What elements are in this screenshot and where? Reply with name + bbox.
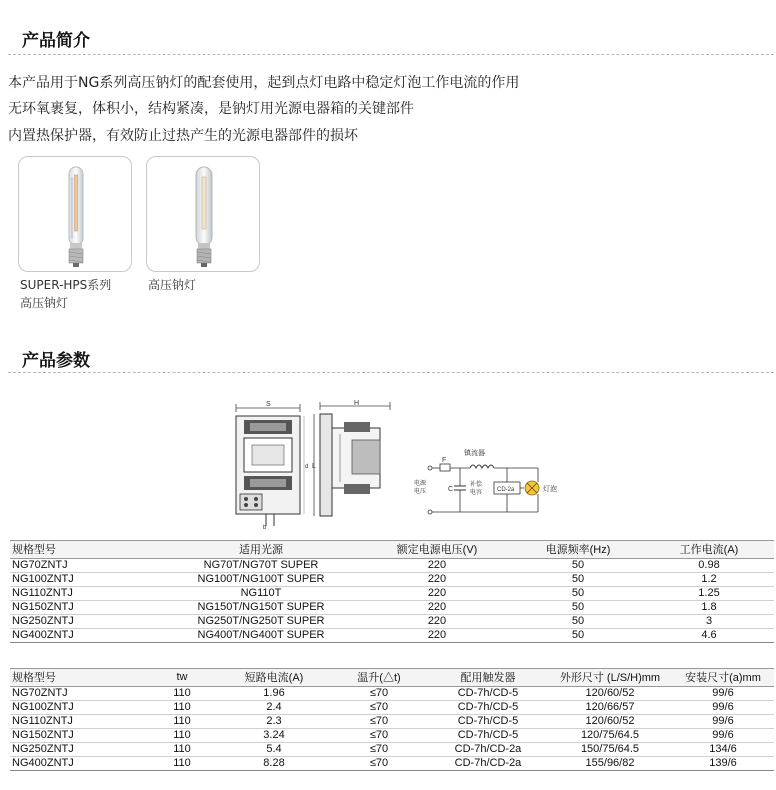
- cell-model: NG250ZNTJ: [10, 742, 146, 756]
- intro-line-1: 本产品用于NG系列高压钠灯的配套使用，起到点灯电路中稳定灯泡工作电流的作用: [8, 75, 520, 91]
- cell-lamp: NG150T/NG150T SUPER: [160, 600, 362, 614]
- fuse-label: F: [442, 457, 447, 464]
- lamp-label: 灯泡: [543, 485, 557, 493]
- cell-current: 3: [644, 614, 774, 628]
- cell-model: NG150ZNTJ: [10, 600, 160, 614]
- cell-voltage: 220: [362, 572, 512, 586]
- capacitor-desc-2: 电容: [470, 489, 483, 496]
- cell-frequency: 50: [512, 628, 644, 642]
- product-caption-hps: [148, 276, 196, 294]
- cell-ignitor: CD-7h/CD-2a: [428, 742, 548, 756]
- cell-frequency: 50: [512, 600, 644, 614]
- cell-short-circuit: 8.28: [218, 756, 330, 770]
- col-header-temp-rise: 温升(△t): [330, 669, 428, 686]
- table-header-row: [10, 541, 774, 558]
- table-row: [10, 614, 774, 628]
- dim-h-label: H: [354, 400, 360, 407]
- cell-temp-rise: ≤70: [330, 742, 428, 756]
- cell-ignitor: CD-7h/CD-5: [428, 728, 548, 742]
- cell-voltage: 220: [362, 628, 512, 642]
- cell-current: 1.8: [644, 600, 774, 614]
- capacitor-label: C: [448, 486, 454, 493]
- cell-tw: 110: [146, 700, 218, 714]
- cell-mounting: 99/6: [672, 728, 774, 742]
- cell-ignitor: CD-7h/CD-5: [428, 700, 548, 714]
- table-row: [10, 728, 774, 742]
- table-row: [10, 586, 774, 600]
- cell-short-circuit: 3.24: [218, 728, 330, 742]
- cell-tw: 110: [146, 714, 218, 728]
- cell-model: NG110ZNTJ: [10, 714, 146, 728]
- intro-section-title: 产品简介: [22, 31, 90, 51]
- cell-short-circuit: 5.4: [218, 742, 330, 756]
- intro-line-2: 无环氧裹复，体积小，结构紧凑，是钠灯用光源电器箱的关键部件: [8, 101, 414, 117]
- cell-voltage: 220: [362, 586, 512, 600]
- cell-current: 0.98: [644, 558, 774, 572]
- ballast-coil-symbol: [470, 465, 494, 468]
- cell-frequency: 50: [512, 558, 644, 572]
- cell-short-circuit: 2.3: [218, 714, 330, 728]
- dim-s-label: S: [266, 401, 271, 408]
- cell-ignitor: CD-7h/CD-5: [428, 714, 548, 728]
- product-card-hps[interactable]: [146, 156, 260, 272]
- ballast-front-view-drawing: [230, 398, 310, 530]
- section-divider: [8, 54, 774, 55]
- table-header-row: [10, 669, 774, 686]
- cell-tw: 110: [146, 742, 218, 756]
- cell-dimensions: 120/60/52: [548, 714, 672, 728]
- cell-short-circuit: 1.96: [218, 686, 330, 700]
- cell-voltage: 220: [362, 600, 512, 614]
- product-caption-line: 高压钠灯: [20, 296, 69, 310]
- intro-line-3: 内置热保护器，有效防止过热产生的光源电器部件的损坏: [8, 128, 358, 144]
- col-header-lamp: 适用光源: [160, 541, 362, 558]
- col-header-model: 规格型号: [10, 669, 146, 686]
- table-row: [10, 558, 774, 572]
- params-section-title: 产品参数: [22, 351, 90, 371]
- cell-voltage: 220: [362, 558, 512, 572]
- ballast-label: 镇流器: [464, 449, 485, 457]
- cell-model: NG250ZNTJ: [10, 614, 160, 628]
- col-header-current: 工作电流(A): [644, 541, 774, 558]
- cell-model: NG100ZNTJ: [10, 572, 160, 586]
- dim-d-label: d: [305, 464, 309, 470]
- cell-mounting: 99/6: [672, 714, 774, 728]
- cell-model: NG70ZNTJ: [10, 686, 146, 700]
- fuse-symbol: [440, 464, 450, 471]
- cell-lamp: NG100T/NG100T SUPER: [160, 572, 362, 586]
- cell-ignitor: CD-7h/CD-2a: [428, 756, 548, 770]
- table-row: [10, 572, 774, 586]
- cell-temp-rise: ≤70: [330, 686, 428, 700]
- cell-frequency: 50: [512, 614, 644, 628]
- wiring-diagram: [410, 446, 570, 520]
- product-caption-line: 高压钠灯: [148, 278, 197, 292]
- cell-model: NG110ZNTJ: [10, 586, 160, 600]
- table-row: [10, 686, 774, 700]
- cell-lamp: NG250T/NG250T SUPER: [160, 614, 362, 628]
- cell-ignitor: CD-7h/CD-5: [428, 686, 548, 700]
- table-row: [10, 756, 774, 770]
- cell-model: NG100ZNTJ: [10, 700, 146, 714]
- cell-dimensions: 120/60/52: [548, 686, 672, 700]
- dim-b-label: b: [263, 525, 267, 530]
- col-header-tw: tw: [146, 669, 218, 686]
- source-voltage-label-1: 电源: [414, 480, 427, 487]
- col-header-mounting: 安装尺寸(a)mm: [672, 669, 774, 686]
- cell-dimensions: 120/66/57: [548, 700, 672, 714]
- cell-tw: 110: [146, 728, 218, 742]
- cell-mounting: 99/6: [672, 700, 774, 714]
- cell-mounting: 99/6: [672, 686, 774, 700]
- product-card-super-hps[interactable]: [18, 156, 132, 272]
- cell-temp-rise: ≤70: [330, 700, 428, 714]
- dim-l-label: L: [312, 463, 316, 470]
- cell-lamp: NG70T/NG70T SUPER: [160, 558, 362, 572]
- cell-mounting: 139/6: [672, 756, 774, 770]
- table-row: [10, 714, 774, 728]
- cell-voltage: 220: [362, 614, 512, 628]
- sodium-lamp-image: [147, 157, 260, 272]
- cell-model: NG400ZNTJ: [10, 756, 146, 770]
- cell-tw: 110: [146, 756, 218, 770]
- cell-current: 1.2: [644, 572, 774, 586]
- section-divider: [8, 372, 774, 373]
- cell-dimensions: 120/75/64.5: [548, 728, 672, 742]
- spec-table-performance: [10, 669, 774, 771]
- cell-frequency: 50: [512, 586, 644, 600]
- cell-lamp: NG400T/NG400T SUPER: [160, 628, 362, 642]
- col-header-model: 规格型号: [10, 541, 160, 558]
- cell-lamp: NG110T: [160, 586, 362, 600]
- cell-tw: 110: [146, 686, 218, 700]
- ignitor-label: CD-2a: [497, 487, 515, 493]
- cell-temp-rise: ≤70: [330, 728, 428, 742]
- cell-model: NG400ZNTJ: [10, 628, 160, 642]
- cell-dimensions: 150/75/64.5: [548, 742, 672, 756]
- ballast-side-view-drawing: [312, 398, 396, 530]
- col-header-ignitor: 配用触发器: [428, 669, 548, 686]
- cell-model: NG70ZNTJ: [10, 558, 160, 572]
- table-row: [10, 700, 774, 714]
- cell-current: 1.25: [644, 586, 774, 600]
- cell-temp-rise: ≤70: [330, 756, 428, 770]
- col-header-frequency: 电源频率(Hz): [512, 541, 644, 558]
- col-header-short-circuit: 短路电流(A): [218, 669, 330, 686]
- cell-current: 4.6: [644, 628, 774, 642]
- col-header-dimensions: 外形尺寸 (L/S/H)mm: [548, 669, 672, 686]
- cell-model: NG150ZNTJ: [10, 728, 146, 742]
- sodium-lamp-image: [19, 157, 132, 272]
- cell-frequency: 50: [512, 572, 644, 586]
- product-caption-line: SUPER-HPS系列: [20, 278, 112, 292]
- cell-temp-rise: ≤70: [330, 714, 428, 728]
- table-row: [10, 600, 774, 614]
- product-caption-super-hps: [20, 276, 111, 312]
- spec-table-electrical: [10, 541, 774, 643]
- cell-mounting: 134/6: [672, 742, 774, 756]
- table-row: [10, 742, 774, 756]
- cell-dimensions: 155/96/82: [548, 756, 672, 770]
- cell-short-circuit: 2.4: [218, 700, 330, 714]
- table-row: [10, 628, 774, 642]
- source-voltage-label-2: 电压: [414, 488, 427, 495]
- capacitor-desc-1: 补偿: [470, 481, 483, 488]
- col-header-voltage: 额定电源电压(V): [362, 541, 512, 558]
